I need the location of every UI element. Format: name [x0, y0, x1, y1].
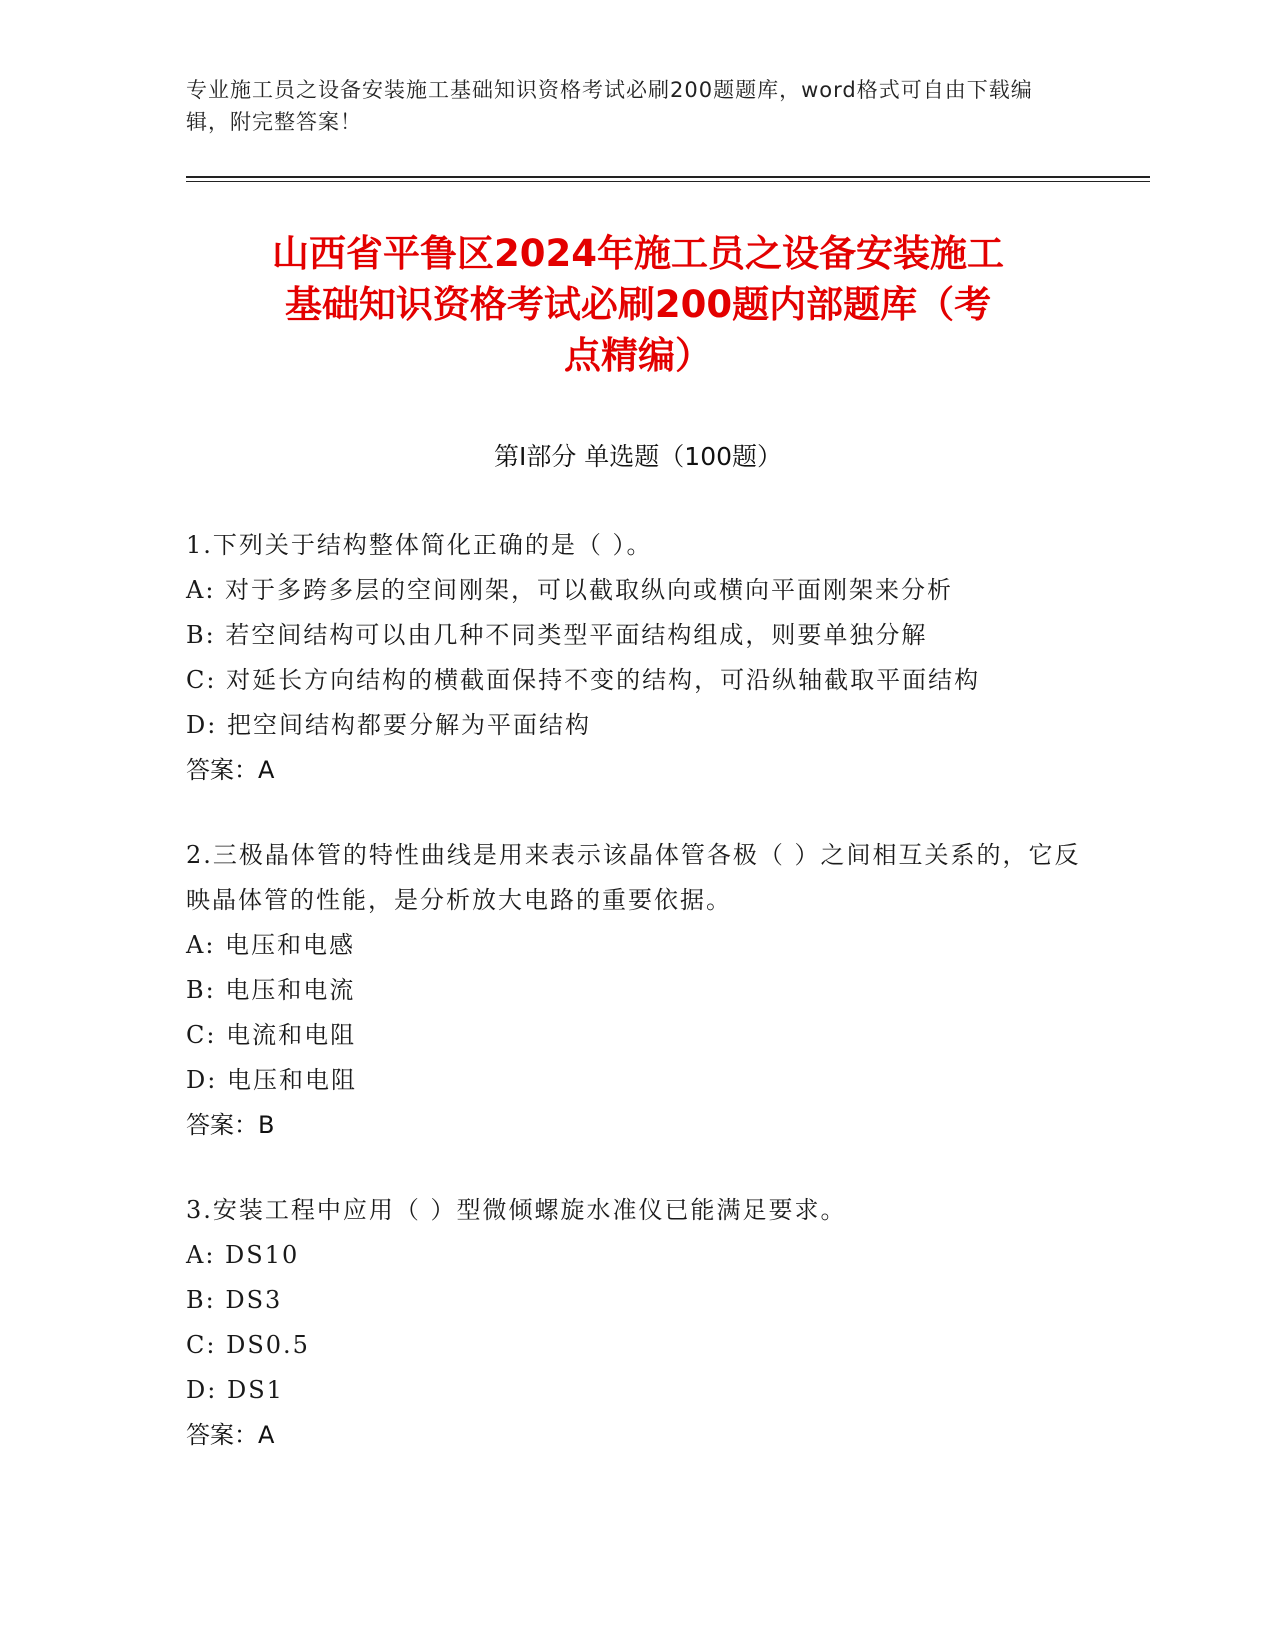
answer: 答案：A — [186, 756, 275, 784]
option-a: A: 电压和电感 — [186, 931, 356, 959]
answer: 答案：A — [186, 1421, 275, 1449]
option-b: B: 电压和电流 — [186, 976, 356, 1004]
title-line: 基础知识资格考试必刷200题内部题库（考 — [284, 283, 992, 326]
option-b: B: DS3 — [186, 1286, 283, 1314]
question-stem: 1.下列关于结构整体简化正确的是（ ）。 — [186, 531, 653, 559]
question-2 — [186, 833, 1086, 1148]
document-title — [186, 228, 1090, 381]
option-a: A: DS10 — [186, 1241, 300, 1269]
question-stem: 2.三极晶体管的特性曲线是用来表示该晶体管各极（ ）之间相互关系的，它反映晶体管的性能，是分析放大电路的重要依据。 — [186, 841, 1081, 914]
option-c: C: 对延长方向结构的横截面保持不变的结构，可沿纵轴截取平面结构 — [186, 666, 981, 694]
option-b: B: 若空间结构可以由几种不同类型平面结构组成，则要单独分解 — [186, 621, 928, 649]
question-3 — [186, 1188, 1086, 1458]
option-d: D: DS1 — [186, 1376, 284, 1404]
header-note: 专业施工员之设备安装施工基础知识资格考试必刷200题题库，word格式可自由下载编辑，附完整答案！ — [186, 78, 1033, 134]
option-a: A: 对于多跨多层的空间刚架，可以截取纵向或横向平面刚架来分析 — [186, 576, 954, 604]
option-d: D: 把空间结构都要分解为平面结构 — [186, 711, 591, 739]
title-line: 山西省平鲁区2024年施工员之设备安装施工 — [272, 232, 1004, 275]
section-heading: 第I部分 单选题（100题） — [493, 442, 783, 471]
option-d: D: 电压和电阻 — [186, 1066, 357, 1094]
answer: 答案：B — [186, 1111, 275, 1139]
question-list — [186, 523, 1086, 1498]
question-1 — [186, 523, 1086, 793]
header-rule-thin — [186, 181, 1150, 182]
title-line: 点精编） — [564, 334, 712, 377]
question-stem: 3.安装工程中应用（ ）型微倾螺旋水准仪已能满足要求。 — [186, 1196, 847, 1224]
header-rule-thick — [186, 176, 1150, 178]
option-c: C: 电流和电阻 — [186, 1021, 357, 1049]
option-c: C: DS0.5 — [186, 1331, 310, 1359]
